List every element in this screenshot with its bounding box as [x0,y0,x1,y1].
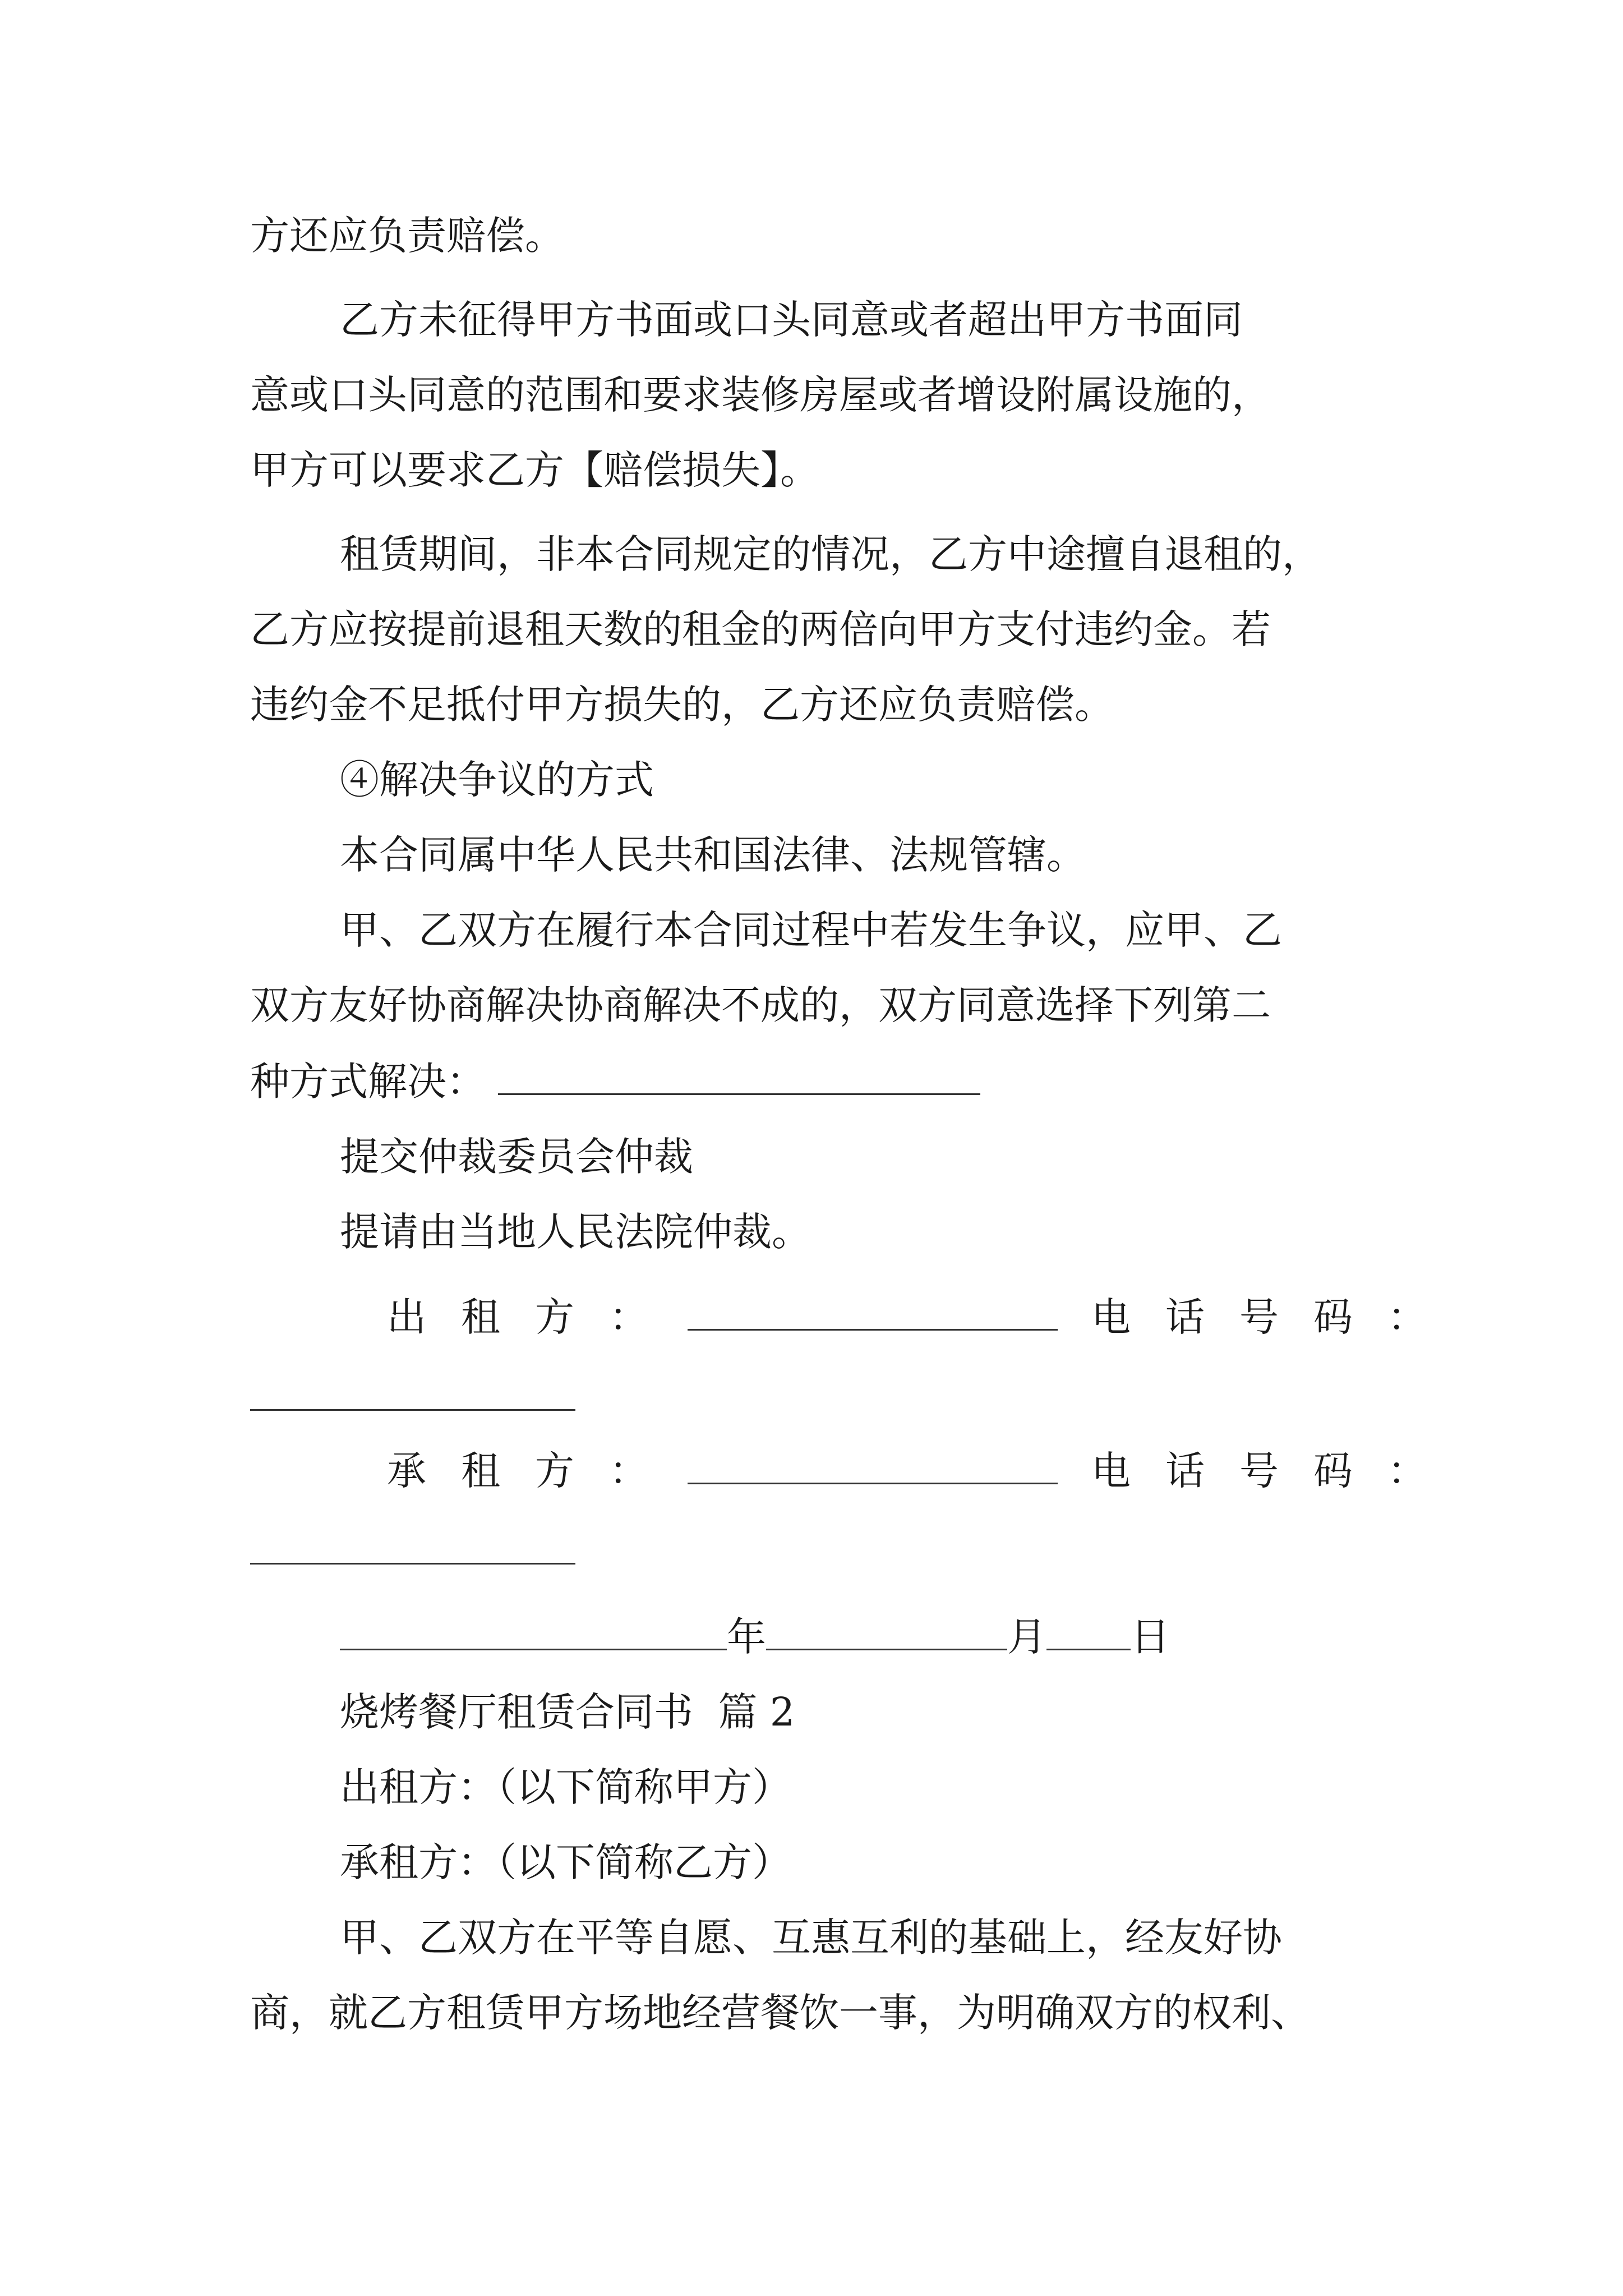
lessee-char: 租 [461,1448,500,1494]
phone-char: ： [1387,1448,1427,1494]
text-line: 租赁期间，非本合同规定的情况，乙方中途擅自退租的， [340,531,1321,577]
section-title: 烧烤餐厅租赁合同书 篇 2 [340,1689,795,1735]
text-line: 意或口头同意的范围和要求装修房屋或者增设附属设施的， [250,372,1271,418]
date-row [340,1609,1170,1665]
text-line: 甲、乙双方在履行本合同过程中若发生争议，应甲、乙 [340,907,1282,953]
phone-char: 电 [1091,1448,1131,1494]
phone-char: 号 [1239,1294,1279,1340]
text-line: 本合同属中华人民共和国法律、法规管辖。 [340,832,1086,878]
lessor-char: 方 [535,1294,574,1340]
phone-char: 码 [1313,1448,1353,1494]
text-line [250,1053,980,1110]
option-arbitration: 提交仲裁委员会仲裁 [340,1134,693,1180]
lessee-phone-blank [250,1563,575,1565]
resolution-label: 种方式解决： [250,1059,486,1105]
phone-char: 号 [1239,1448,1279,1494]
month-label: 月 [1007,1614,1046,1660]
text-line: 商，就乙方租赁甲方场地经营餐饮一事，为明确双方的权利、 [250,1990,1310,2036]
text-line: 乙方应按提前退租天数的租金的两倍向甲方支付违约金。若 [250,606,1271,652]
lessor-char: 出 [387,1294,426,1340]
phone-char: ： [1387,1294,1427,1340]
lessee-sign-row [387,1443,1427,1499]
section-lessee: 承租方：（以下简称乙方） [340,1839,791,1885]
text-line: 双方友好协商解决协商解决不成的，双方同意选择下列第二 [250,982,1271,1028]
lessee-char: ： [609,1448,648,1494]
lessee-char: 承 [387,1448,426,1494]
text-line: 甲、乙双方在平等自愿、互惠互利的基础上，经友好协 [340,1915,1282,1961]
text-line: 乙方未征得甲方书面或口头同意或者超出甲方书面同 [340,297,1243,343]
year-blank [340,1609,727,1650]
day-blank [1046,1609,1131,1650]
text-line: 甲方可以要求乙方【赔偿损失】。 [250,447,819,493]
section-lessor: 出租方：（以下简称甲方） [340,1764,791,1810]
resolution-blank [498,1054,980,1095]
lessee-char: 方 [535,1448,574,1494]
year-label: 年 [727,1614,766,1660]
section-heading: ④解决争议的方式 [340,757,654,803]
lessor-char: ： [609,1294,648,1340]
lessor-blank [688,1290,1058,1331]
phone-char: 话 [1165,1448,1205,1494]
option-court: 提请由当地人民法院仲裁。 [340,1209,811,1255]
lessor-char: 租 [461,1294,500,1340]
text-line: 违约金不足抵付甲方损失的，乙方还应负责赔偿。 [250,682,1114,728]
phone-char: 话 [1165,1294,1205,1340]
lessee-blank [688,1443,1058,1484]
text-line: 方还应负责赔偿。 [250,213,564,259]
month-blank [766,1609,1007,1650]
day-label: 日 [1131,1614,1170,1660]
lessor-phone-blank [250,1409,575,1411]
lessor-sign-row [387,1289,1427,1345]
phone-char: 码 [1313,1294,1353,1340]
phone-char: 电 [1091,1294,1131,1340]
